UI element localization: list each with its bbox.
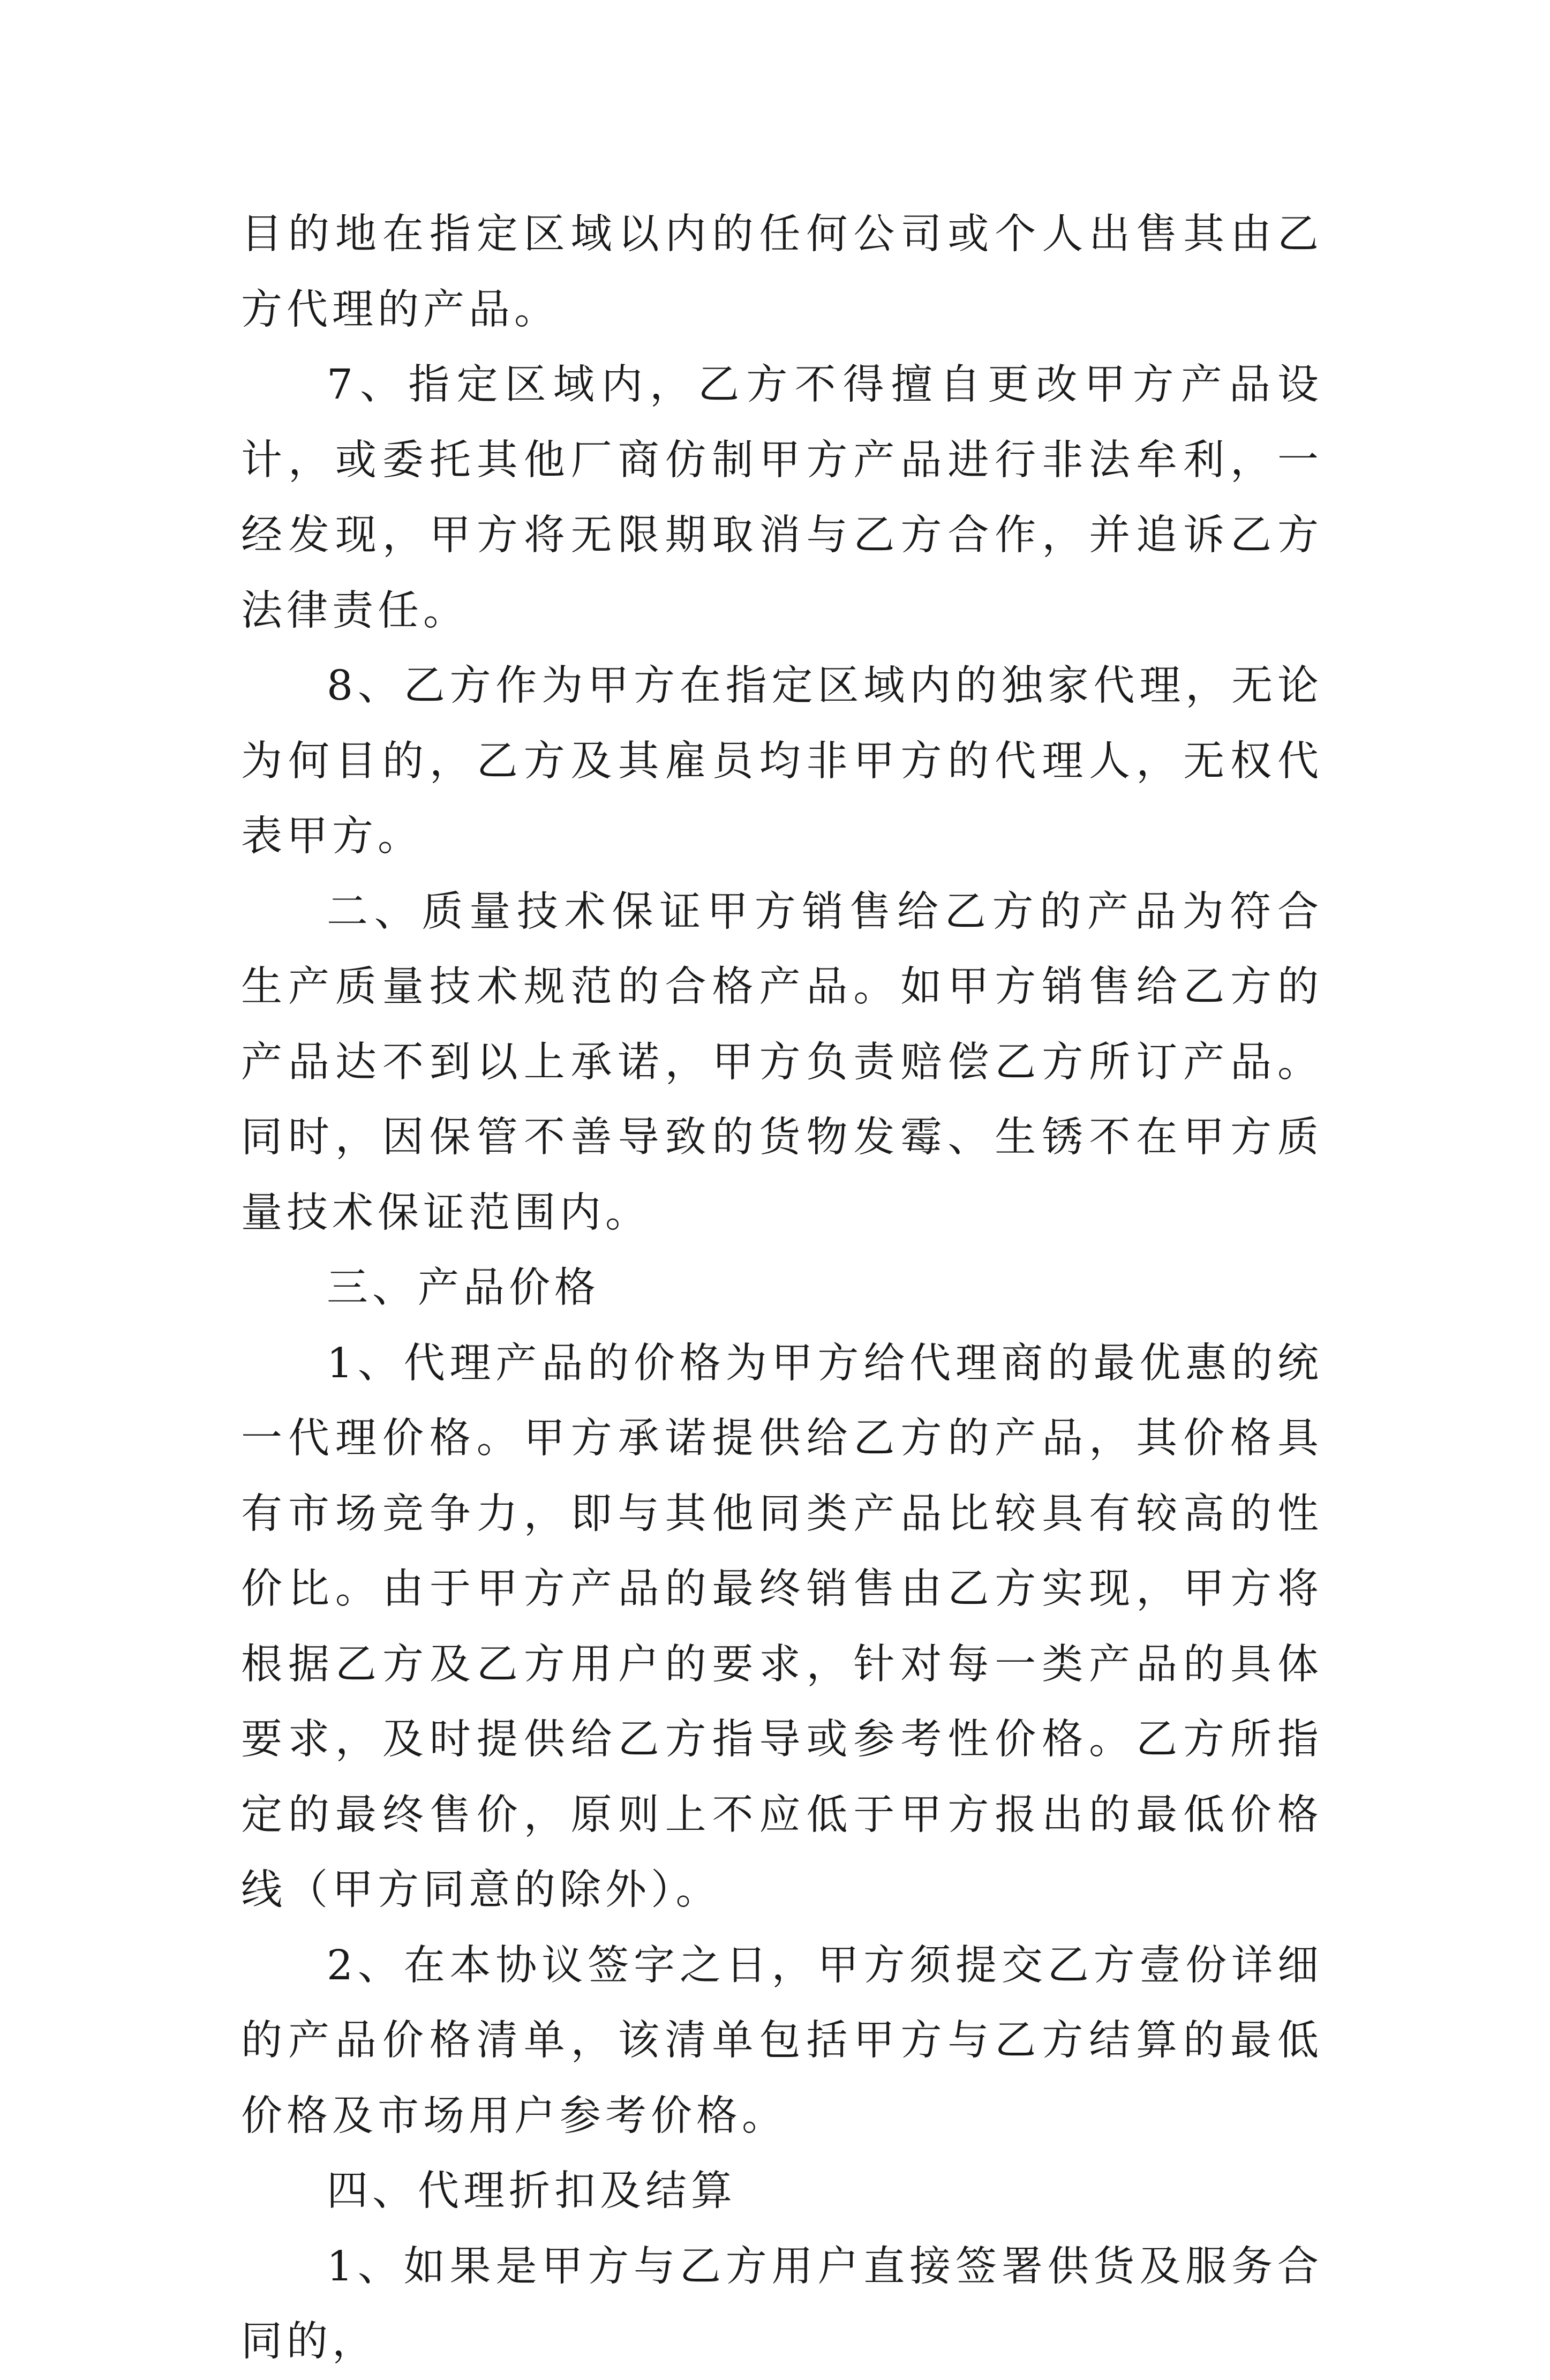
section-heading-discount-settlement: 四、代理折扣及结算 — [327, 2167, 736, 2215]
paragraph-settlement-clause-1: 1、如果是甲方与乙方用户直接签署供货及服务合同的， — [241, 2242, 1323, 2366]
paragraph-clause-7: 7、指定区域内，乙方不得擅自更改甲方产品设计，或委托其他厂商仿制甲方产品进行非法牟利，一经发现，甲方将无限期取消与乙方合作，并追诉乙方法律责任。 — [241, 361, 1323, 635]
paragraph-continuation: 目的地在指定区域以内的任何公司或个人出售其由乙方代理的产品。 — [241, 211, 1323, 334]
paragraph-price-clause-1: 1、代理产品的价格为甲方给代理商的最优惠的统一代理价格。甲方承诺提供给乙方的产品，其价格具有市场竞争力，即与其他同类产品比较具有较高的性价比。由于甲方产品的最终销售由乙方实现，甲方将根据乙方及乙方用户的要求，针对每一类产品的具体要求，及时提供给乙方指导或参考性价格。乙方所指定的最终售价，原则上不应低于甲方报出的最低价格线（甲方同意的除外）。 — [241, 1339, 1323, 1914]
document-body — [241, 197, 1323, 2380]
paragraph-quality-guarantee: 二、质量技术保证甲方销售给乙方的产品为符合生产质量技术规范的合格产品。如甲方销售给乙方的产品达不到以上承诺，甲方负责赔偿乙方所订产品。同时，因保管不善导致的货物发霉、生锈不在甲方质量技术保证范围内。 — [241, 888, 1323, 1237]
paragraph-clause-8: 8、乙方作为甲方在指定区域内的独家代理，无论为何目的，乙方及其雇员均非甲方的代理人，无权代表甲方。 — [241, 662, 1323, 860]
section-heading-product-price: 三、产品价格 — [327, 1264, 600, 1312]
paragraph-price-clause-2: 2、在本协议签字之日，甲方须提交乙方壹份详细的产品价格清单，该清单包括甲方与乙方结算的最低价格及市场用户参考价格。 — [241, 1941, 1323, 2140]
